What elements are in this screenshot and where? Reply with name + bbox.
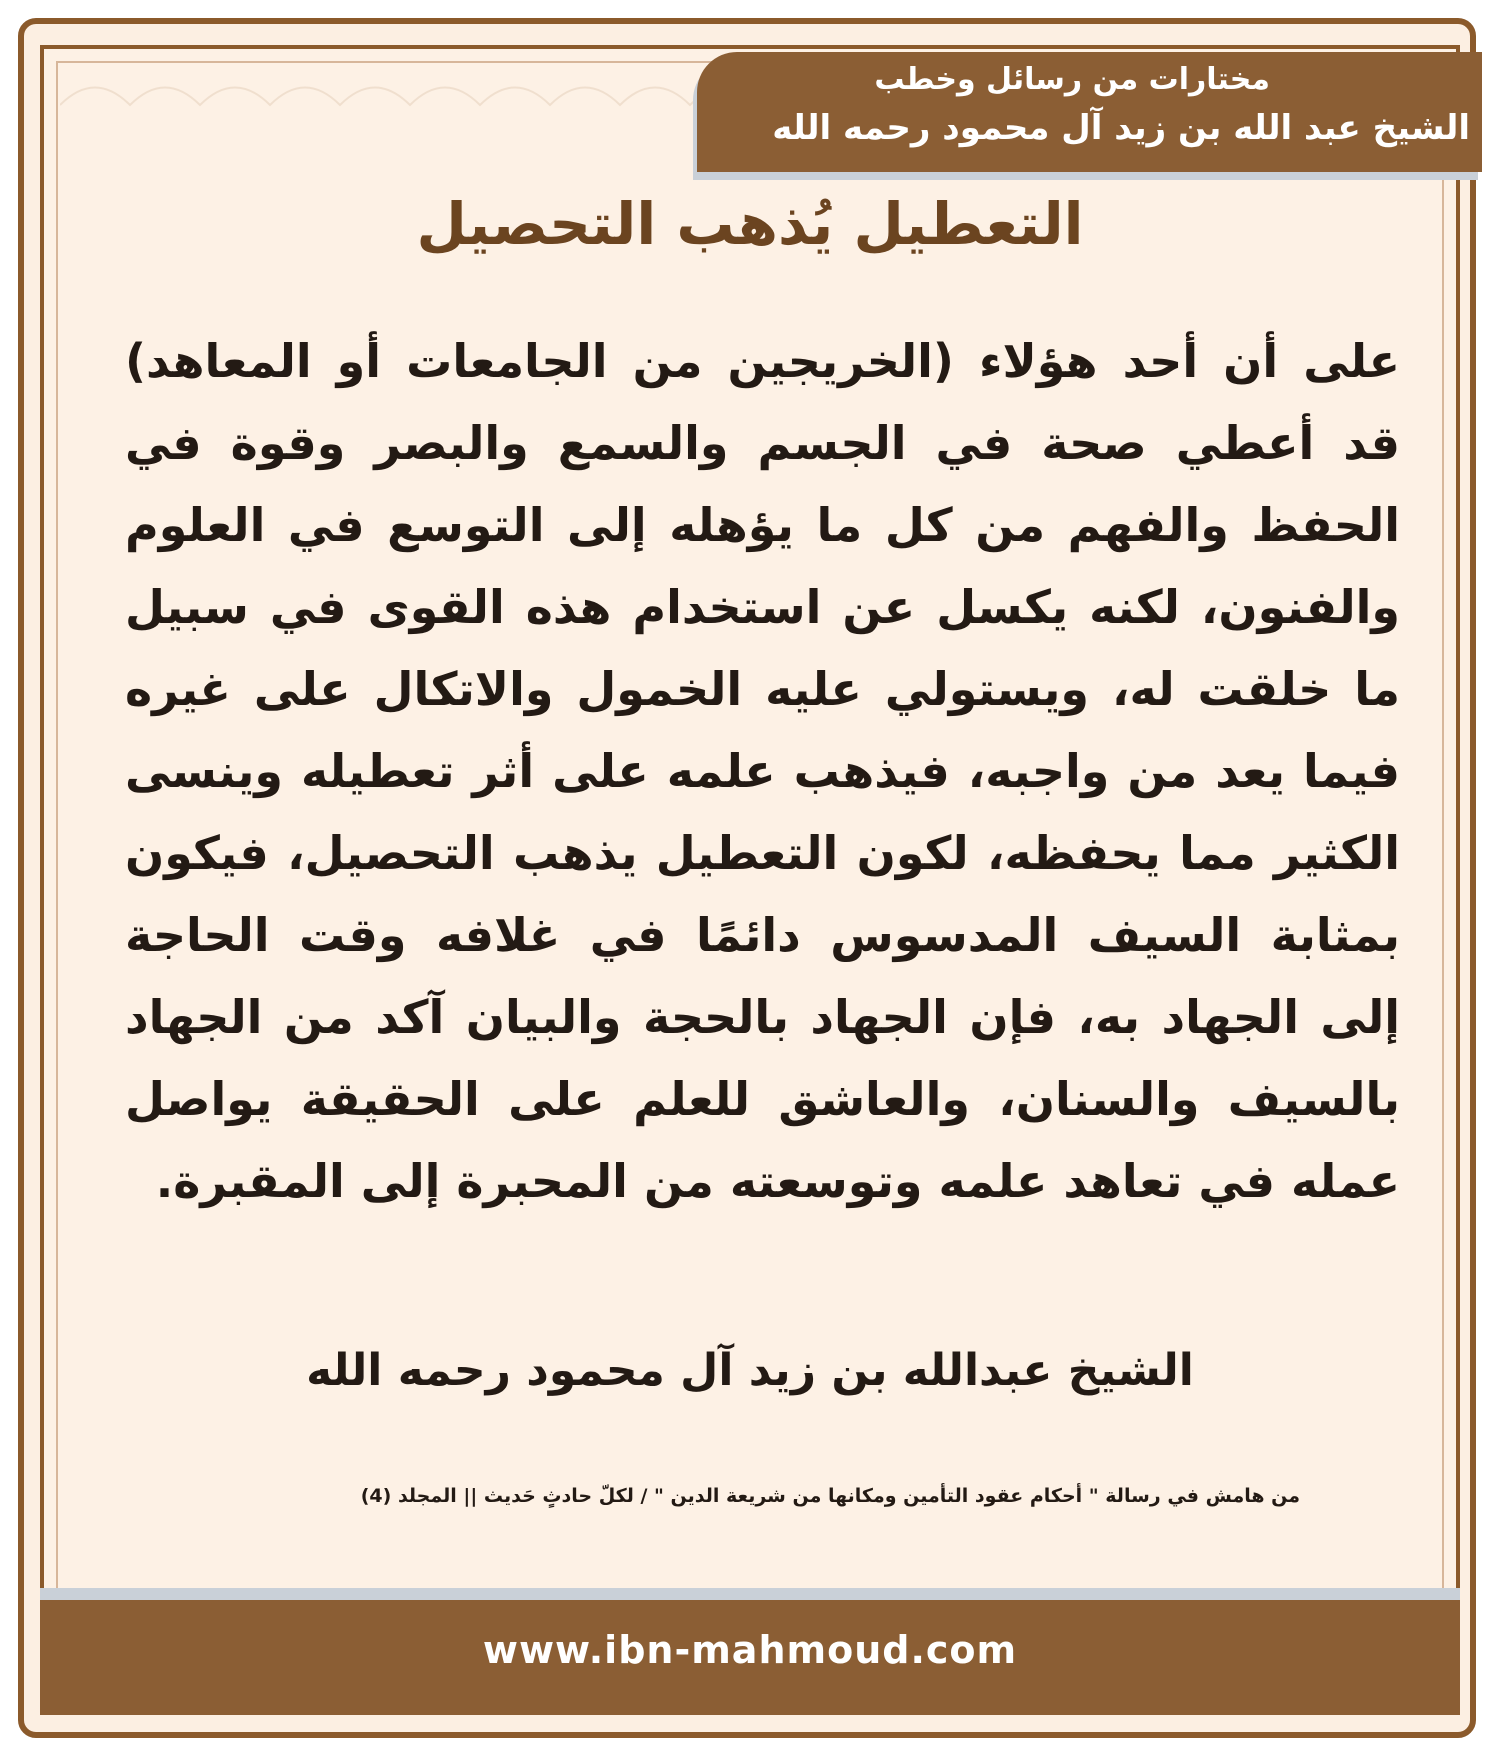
body-paragraph: على أن أحد هؤلاء (الخريجين من الجامعات أو المعاهد) قد أعطي صحة في الجسم والسمع والبصر وقوة في الحفظ والفهم من كل ما يؤهله إلى التوسع في العلوم والفنون، لكنه يكسل عن استخدام هذه القوى في سبيل ما خلقت له، ويستولي عليه الخمول والاتكال على غيره فيما يعد من واجبه، فيذهب علمه على أثر تعطيله وينسى الكثير مما يحفظه، لكون التعطيل يذهب التحصيل، فيكون بمثابة السيف المدسوس دائمًا في غلافه وقت الحاجة إلى الجهاد به، فإن الجهاد بالحجة والبيان آكد من الجهاد بالسيف والسنان، والعاشق للعلم على الحقيقة يواصل عمله في تعاهد علمه وتوسعته من المحبرة إلى المقبرة.: [125, 334, 1400, 1208]
website-link[interactable]: www.ibn-mahmoud.com: [482, 1628, 1018, 1672]
source-footnote: من هامش في رسالة " أحكام عقود التأمين ومكانها من شريعة الدين " / لكلّ حادثٍ حَديث || المجلد (4): [360, 1485, 1300, 1507]
footer-shadow: [40, 1588, 1460, 1600]
header-author: الشيخ عبد الله بن زيد آل محمود رحمه الله: [772, 108, 1470, 148]
header-subtitle: مختارات من رسائل وخطب: [874, 62, 1270, 97]
author-signature: الشيخ عبدالله بن زيد آل محمود رحمه الله: [306, 1345, 1194, 1396]
page-title: التعطيل يُذهب التحصيل: [416, 190, 1084, 258]
